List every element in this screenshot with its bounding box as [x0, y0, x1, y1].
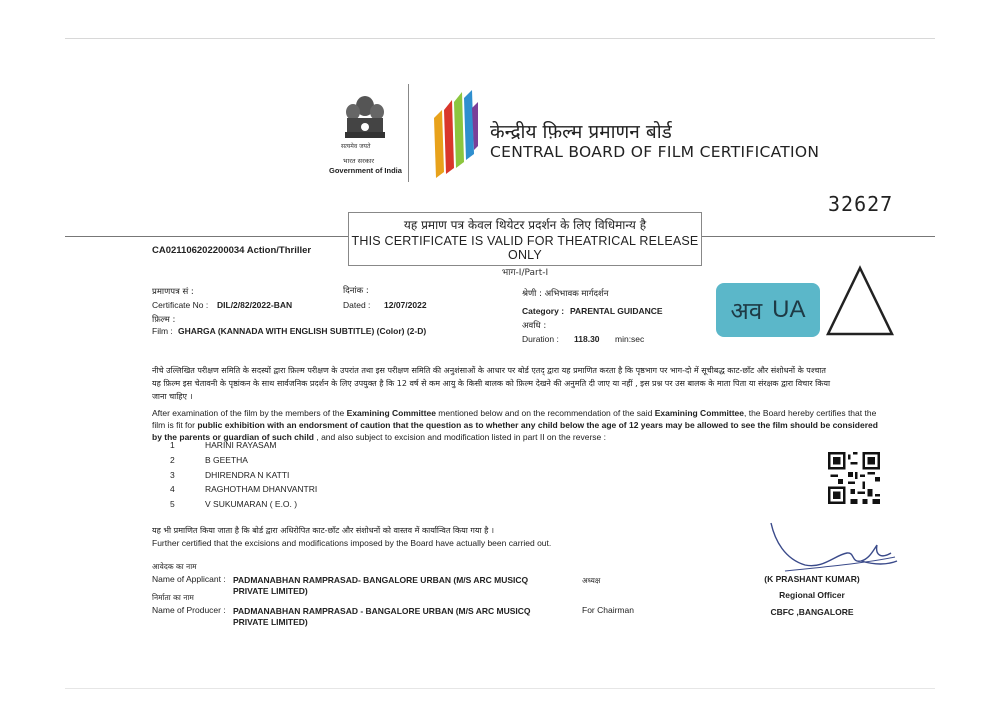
hindi-para-line-1: नीचे उल्लिखित परीक्षण समिति के सदस्यों द्वारा फ़िल्म परीक्षण के उपरांत तथा इस परीक्षण समिति की अनुशंसाओं के आधार पर बोर्ड एतद् द्वारा यह प्रमाणित करता है कि पृष्ठभाग पर भाग-दो में सूचीबद्ध काट-छाँट और संशोधनों के पश्चात — [152, 366, 826, 375]
hindi-para-line-3: जाना चाहिए । — [152, 392, 193, 401]
applicant-value-line2: PRIVATE LIMITED) — [233, 586, 308, 596]
producer-value-line1: PADMANABHAN RAMPRASAD - BANGALORE URBAN (M/S ARC MUSICQ — [233, 606, 531, 616]
duration-value: 118.30 — [574, 334, 600, 344]
national-emblem — [329, 92, 402, 178]
rating-code: UA — [772, 296, 806, 323]
duration-unit: min:sec — [615, 334, 645, 344]
banner-hindi: यह प्रमाण पत्र केवल थियेटर प्रदर्शन के लिए विधिमान्य है — [403, 218, 647, 232]
member-row — [170, 470, 290, 480]
cert-no-label-hindi: प्रमाणपत्र सं : — [152, 287, 194, 297]
banner-line-left — [65, 236, 348, 237]
member-name: B GEETHA — [205, 455, 248, 465]
member-name: HARINI RAYASAM — [205, 440, 277, 450]
cert-no-label: Certificate No : — [152, 300, 209, 310]
member-number: 3 — [170, 470, 175, 480]
member-number: 2 — [170, 455, 175, 465]
bottom-border — [65, 688, 935, 689]
english-para-part-4: , and also subject to excision and modification listed in part II on the reverse : — [314, 432, 606, 442]
english-para-committee-2: Examining Committee — [654, 408, 744, 418]
certified-english: Further certified that the excisions and modifications imposed by the Board have actually been carried out. — [152, 538, 552, 548]
member-name: RAGHOTHAM DHANVANTRI — [205, 484, 318, 494]
member-name: V SUKUMARAN ( E.O. ) — [205, 499, 298, 509]
cbfc-logo — [430, 88, 480, 180]
banner-part: भाग-I/Part-I — [501, 268, 549, 278]
reference-code: CA021106202200034 Action/Thriller — [152, 245, 312, 256]
member-row — [170, 499, 298, 509]
category-label: Category : — [522, 306, 565, 316]
board-name-english: CENTRAL BOARD OF FILM CERTIFICATION — [490, 143, 820, 161]
english-certification-text — [152, 407, 882, 443]
english-para-part-1: After examination of the film by the members of the — [152, 408, 347, 418]
board-name-hindi: केन्द्रीय फ़िल्म प्रमाणन बोर्ड — [490, 121, 672, 143]
rating-badge — [716, 283, 820, 337]
english-para-part-3: , the Board hereby certifies that the film is fit for — [152, 408, 877, 430]
date-label: Dated : — [343, 300, 371, 310]
english-para-part-2: mentioned below and on the recommendation of the said — [435, 408, 655, 418]
film-label-hindi: फ़िल्म : — [152, 315, 176, 325]
gov-hindi: भारत सरकार — [343, 157, 375, 165]
film-value: GHARGA (KANNADA WITH ENGLISH SUBTITLE) (Color) (2-D) — [178, 326, 427, 336]
category-value: PARENTAL GUIDANCE — [570, 306, 663, 316]
header-divider — [408, 84, 409, 182]
applicant-value-line1: PADMANABHAN RAMPRASAD- BANGALORE URBAN (M/S ARC MUSICQ — [233, 575, 529, 585]
officer-office: CBFC ,BANGALORE — [770, 607, 854, 617]
film-label: Film : — [152, 326, 173, 336]
member-row — [170, 484, 318, 494]
category-hindi: श्रेणी : अभिभावक मार्गदर्शन — [522, 289, 609, 299]
producer-label: Name of Producer : — [152, 605, 226, 615]
member-number: 1 — [170, 440, 175, 450]
certified-hindi: यह भी प्रमाणित किया जाता है कि बोर्ड द्वारा अधिरोपित काट-छाँट और संशोधनों को वास्तव में कार्यान्वित किया गया है । — [152, 526, 494, 535]
banner-line-right — [701, 236, 935, 237]
officer-title: Regional Officer — [779, 590, 845, 600]
member-row — [170, 440, 277, 450]
signature-icon — [765, 515, 900, 575]
member-row — [170, 455, 248, 465]
applicant-label-hindi: आवेदक का नाम — [152, 562, 197, 571]
cert-no-value: DIL/2/82/2022-BAN — [217, 300, 293, 310]
rating-hindi: अव — [730, 296, 763, 325]
english-para-committee-1: Examining Committee — [346, 408, 436, 418]
banner-english: THIS CERTIFICATE IS VALID FOR THEATRICAL RELEASE ONLY — [351, 234, 699, 262]
member-number: 4 — [170, 484, 175, 494]
top-border — [65, 38, 935, 39]
applicant-label: Name of Applicant : — [152, 574, 226, 584]
hindi-certification-text — [152, 364, 882, 403]
officer-name: (K PRASHANT KUMAR) — [764, 574, 860, 584]
validity-banner — [348, 212, 702, 278]
qr-code-icon — [828, 452, 880, 504]
producer-label-hindi: निर्माता का नाम — [152, 593, 194, 602]
hindi-para-line-2: यह फ़िल्म इस चेतावनी के पृष्ठांकन के साथ सार्वजनिक प्रदर्शन के लिए उपयुक्त है कि 12 वर्ष से कम आयु के किसी बालक को फ़िल्म देखने की अनुमति दी जाए या नहीं , इस प्रश्न पर उस बालक के माता पिता या संरक्षक द्वारा विचार किया — [152, 379, 831, 388]
cbfc-logo-icon — [430, 88, 480, 180]
gov-english: Government of India — [329, 166, 402, 175]
duration-label: Duration : — [522, 334, 559, 344]
chairman-english: For Chairman — [582, 605, 634, 615]
date-value: 12/07/2022 — [384, 300, 427, 310]
producer-value-line2: PRIVATE LIMITED) — [233, 617, 308, 627]
english-para-bold: public exhibition with an endorsment of caution that the question as to whether any child below the age of 12 years may be allowed to see the film should be considered by the parents or guardian of such child — [152, 420, 878, 442]
chairman-hindi: अध्यक्ष — [582, 576, 601, 585]
rating-triangle-icon — [824, 262, 896, 338]
duration-label-hindi: अवधि : — [522, 321, 547, 331]
member-name: DHIRENDRA N KATTI — [205, 470, 290, 480]
date-label-hindi: दिनांक : — [343, 286, 369, 296]
certificate-serial-number: 32627 — [828, 192, 894, 216]
emblem-motto: सत्यमेव जयते — [341, 143, 371, 150]
member-number: 5 — [170, 499, 175, 509]
